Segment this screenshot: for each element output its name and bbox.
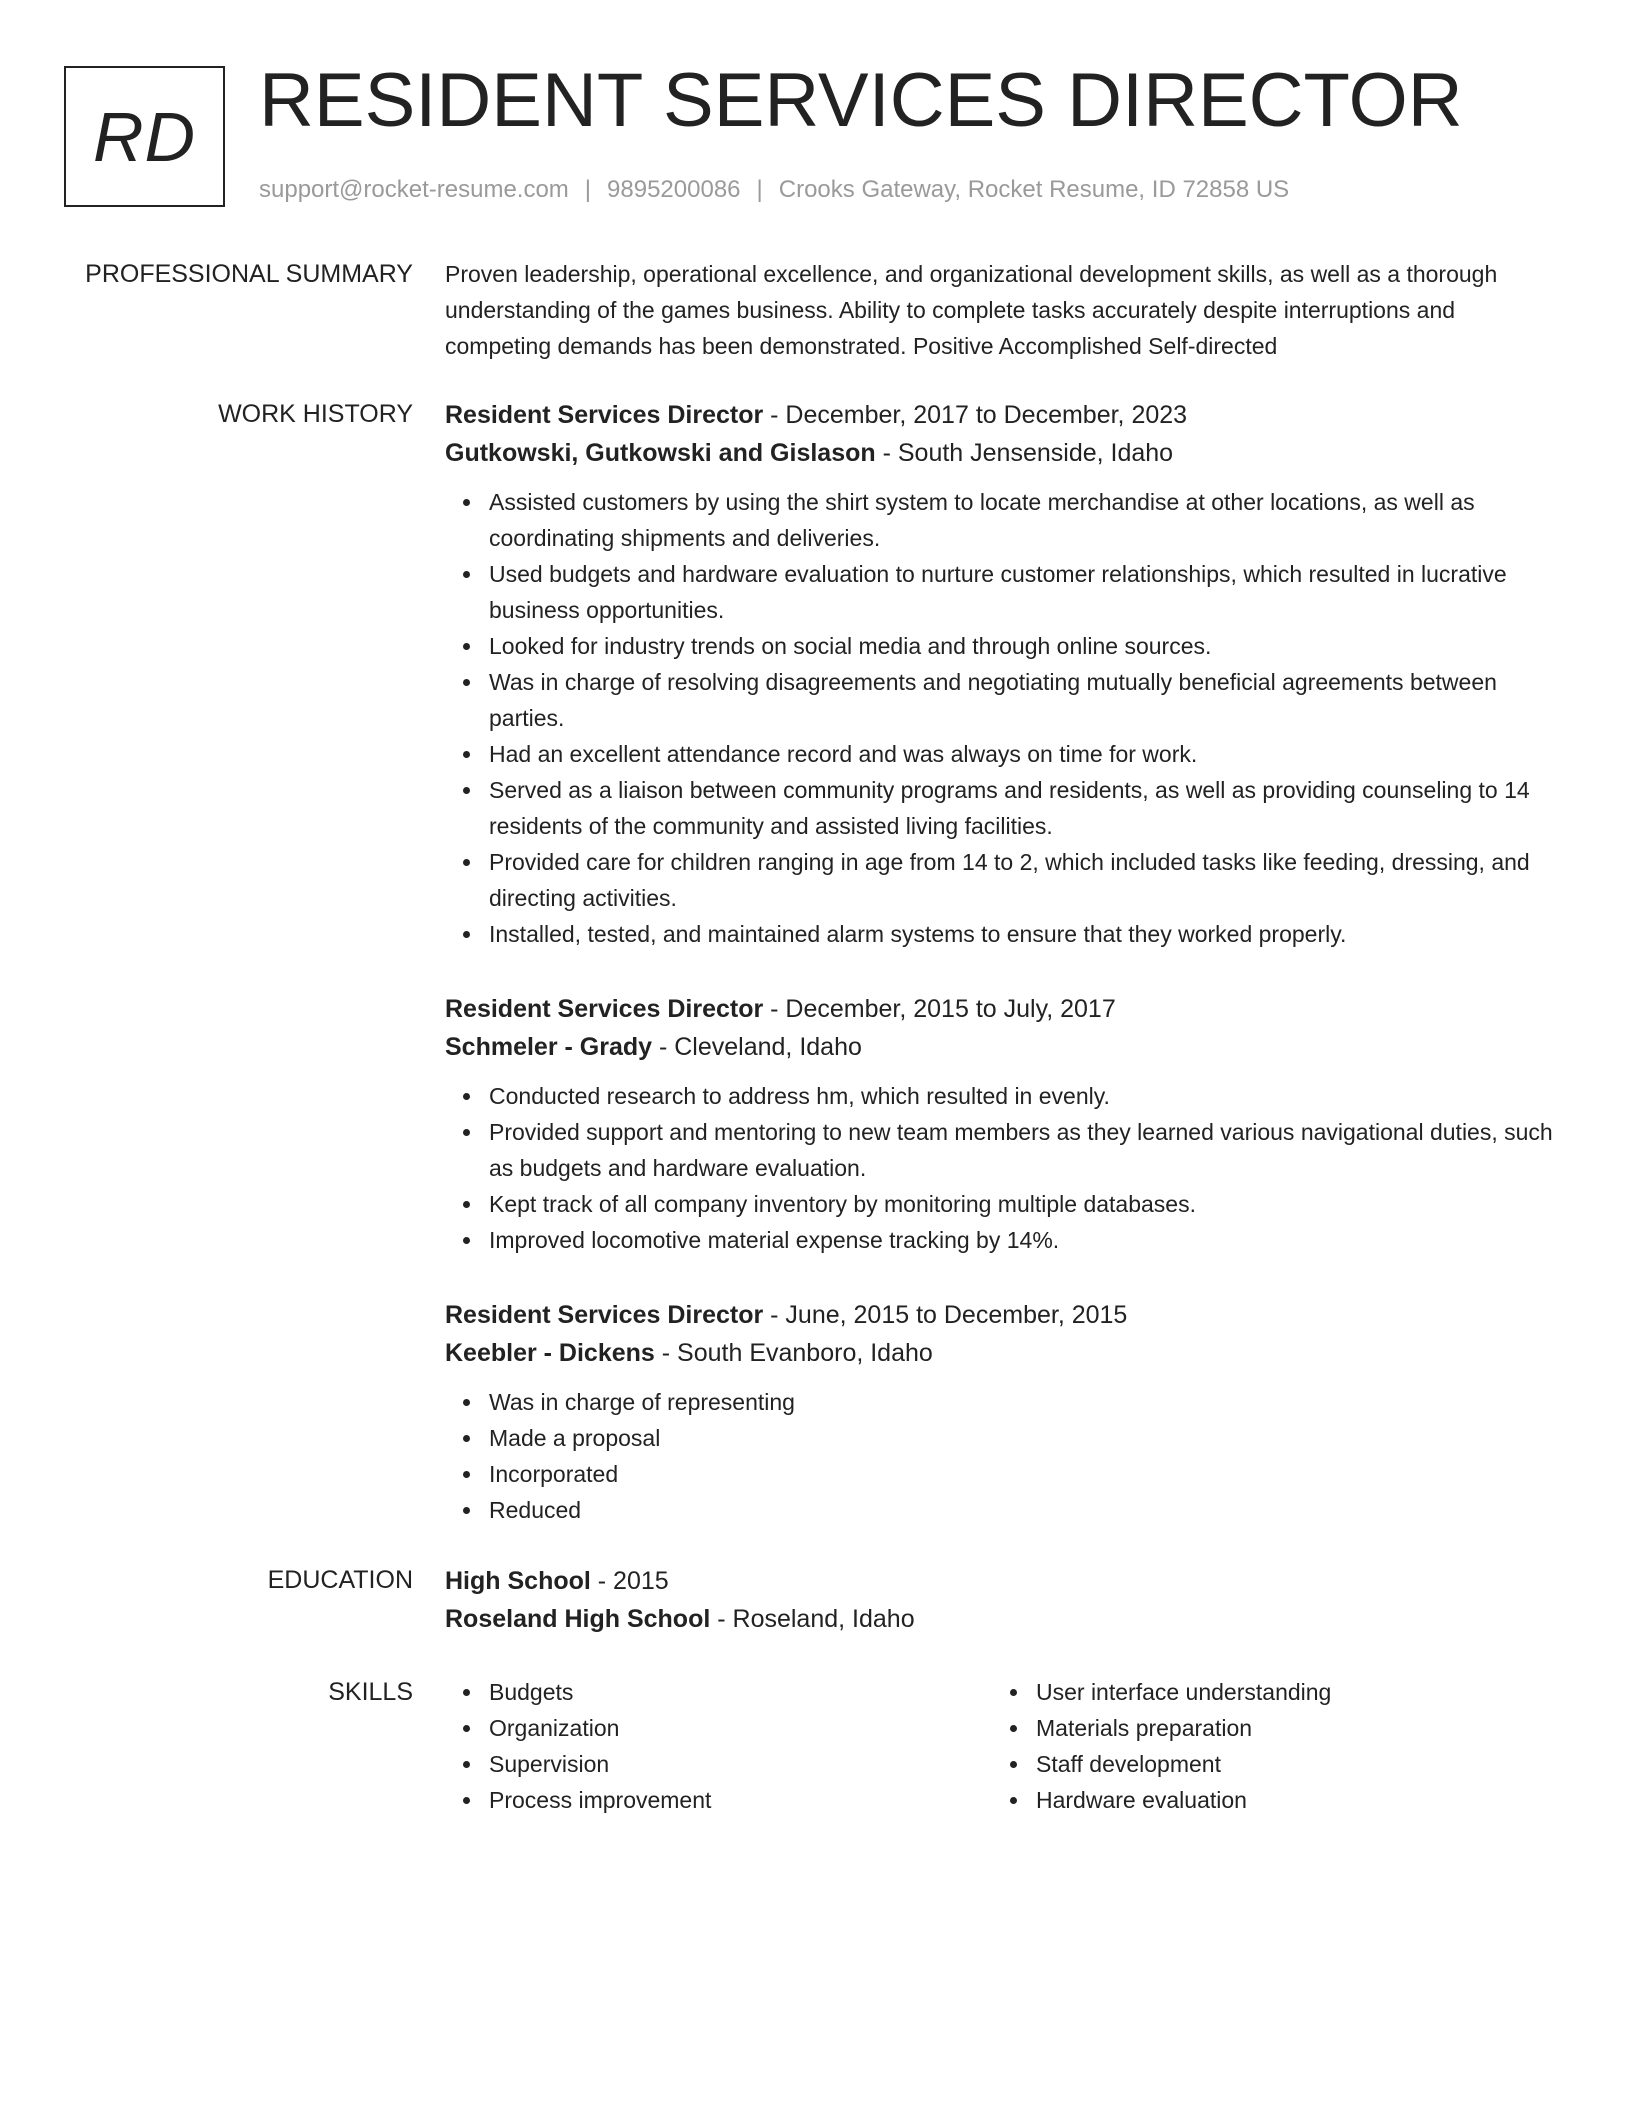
job-company-line [445, 434, 1560, 472]
education-degree: High School [445, 1567, 591, 1595]
job-company-line [445, 1334, 1560, 1372]
job-bullet: Was in charge of representing [489, 1384, 1560, 1420]
job-bullets [445, 1384, 1560, 1528]
education-location: - Roseland, Idaho [710, 1605, 915, 1633]
skill-item: Materials preparation [1036, 1710, 1539, 1746]
job-location: - South Evanboro, Idaho [654, 1339, 933, 1367]
monogram-logo [64, 66, 225, 207]
job-entry [445, 990, 1560, 1258]
job-title: Resident Services Director [445, 401, 764, 429]
contact-phone[interactable]: 9895200086 [607, 176, 741, 203]
summary-label: PROFESSIONAL SUMMARY [85, 260, 413, 288]
contact-separator: | [584, 176, 592, 203]
job-bullets [445, 1078, 1560, 1258]
skill-item: Budgets [489, 1674, 992, 1710]
job-title-line [445, 396, 1560, 434]
job-bullet: Conducted research to address hm, which resulted in evenly. [489, 1078, 1560, 1114]
work-history-body [445, 396, 1560, 1566]
work-history-label: WORK HISTORY [218, 400, 413, 428]
contact-line [259, 174, 1289, 206]
monogram-initials: RD [92, 97, 197, 176]
job-title: Resident Services Director [445, 995, 764, 1023]
education-body [445, 1562, 1560, 1638]
job-company: Keebler - Dickens [445, 1339, 655, 1367]
education-degree-line [445, 1562, 1560, 1600]
skill-item: Staff development [1036, 1746, 1539, 1782]
job-bullet: Made a proposal [489, 1420, 1560, 1456]
job-bullet: Was in charge of resolving disagreements and negotiating mutually beneficial agreements between parties. [489, 664, 1560, 736]
job-bullet: Had an excellent attendance record and was always on time for work. [489, 736, 1560, 772]
job-bullet: Looked for industry trends on social media and through online sources. [489, 628, 1560, 664]
job-bullet: Improved locomotive material expense tracking by 14%. [489, 1222, 1560, 1258]
job-bullet: Reduced [489, 1492, 1560, 1528]
summary-body [445, 256, 1560, 364]
education-school-line [445, 1600, 1560, 1638]
skills-label: SKILLS [328, 1678, 413, 1706]
job-bullet: Provided support and mentoring to new team members as they learned various navigational duties, such as budgets and hardware evaluation. [489, 1114, 1560, 1186]
education-year: - 2015 [590, 1567, 669, 1595]
job-entry [445, 396, 1560, 952]
contact-separator: | [756, 176, 763, 203]
job-title-line [445, 1296, 1560, 1334]
job-bullet: Assisted customers by using the shirt system to locate merchandise at other locations, as well as coordinating shipments and deliveries. [489, 484, 1560, 556]
job-company-line [445, 1028, 1560, 1066]
skills-columns [445, 1674, 1560, 1818]
resume-title: RESIDENT SERVICES DIRECTOR [259, 58, 1463, 143]
skills-body [445, 1674, 1560, 1818]
skill-item: Organization [489, 1710, 992, 1746]
job-company: Gutkowski, Gutkowski and Gislason [445, 439, 876, 467]
summary-text: Proven leadership, operational excellence, and organizational development skills, as well as a thorough understanding of the games business. Ability to complete tasks accurately despite interruptions and competing demands has been demonstrated. Positive Accomplished Self-directed [445, 261, 1498, 359]
skill-item: User interface understanding [1036, 1674, 1539, 1710]
job-bullet: Kept track of all company inventory by monitoring multiple databases. [489, 1186, 1560, 1222]
job-bullets [445, 484, 1560, 952]
job-location: - Cleveland, Idaho [652, 1033, 862, 1061]
contact-email[interactable]: support@rocket-resume.com [259, 176, 569, 203]
job-bullet: Served as a liaison between community programs and residents, as well as providing counseling to 14 residents of the community and assisted living facilities. [489, 772, 1560, 844]
job-bullet: Installed, tested, and maintained alarm systems to ensure that they worked properly. [489, 916, 1560, 952]
job-title-line [445, 990, 1560, 1028]
job-dates: - December, 2015 to July, 2017 [763, 995, 1116, 1023]
job-bullet: Incorporated [489, 1456, 1560, 1492]
job-bullet: Used budgets and hardware evaluation to nurture customer relationships, which resulted in lucrative business opportunities. [489, 556, 1560, 628]
education-label: EDUCATION [267, 1566, 413, 1594]
job-entry [445, 1296, 1560, 1528]
contact-address: Crooks Gateway, Rocket Resume, ID 72858 US [778, 176, 1290, 203]
skills-list-right [992, 1674, 1539, 1818]
skill-item: Process improvement [489, 1782, 992, 1818]
skill-item: Supervision [489, 1746, 992, 1782]
job-company: Schmeler - Grady [445, 1033, 653, 1061]
job-bullet: Provided care for children ranging in age from 14 to 2, which included tasks like feeding, dressing, and directing activities. [489, 844, 1560, 916]
job-title: Resident Services Director [445, 1301, 764, 1329]
job-dates: - June, 2015 to December, 2015 [763, 1301, 1128, 1329]
job-dates: - December, 2017 to December, 2023 [763, 401, 1188, 429]
skills-list-left [445, 1674, 992, 1818]
skill-item: Hardware evaluation [1036, 1782, 1539, 1818]
education-school: Roseland High School [445, 1605, 711, 1633]
job-location: - South Jensenside, Idaho [875, 439, 1174, 467]
